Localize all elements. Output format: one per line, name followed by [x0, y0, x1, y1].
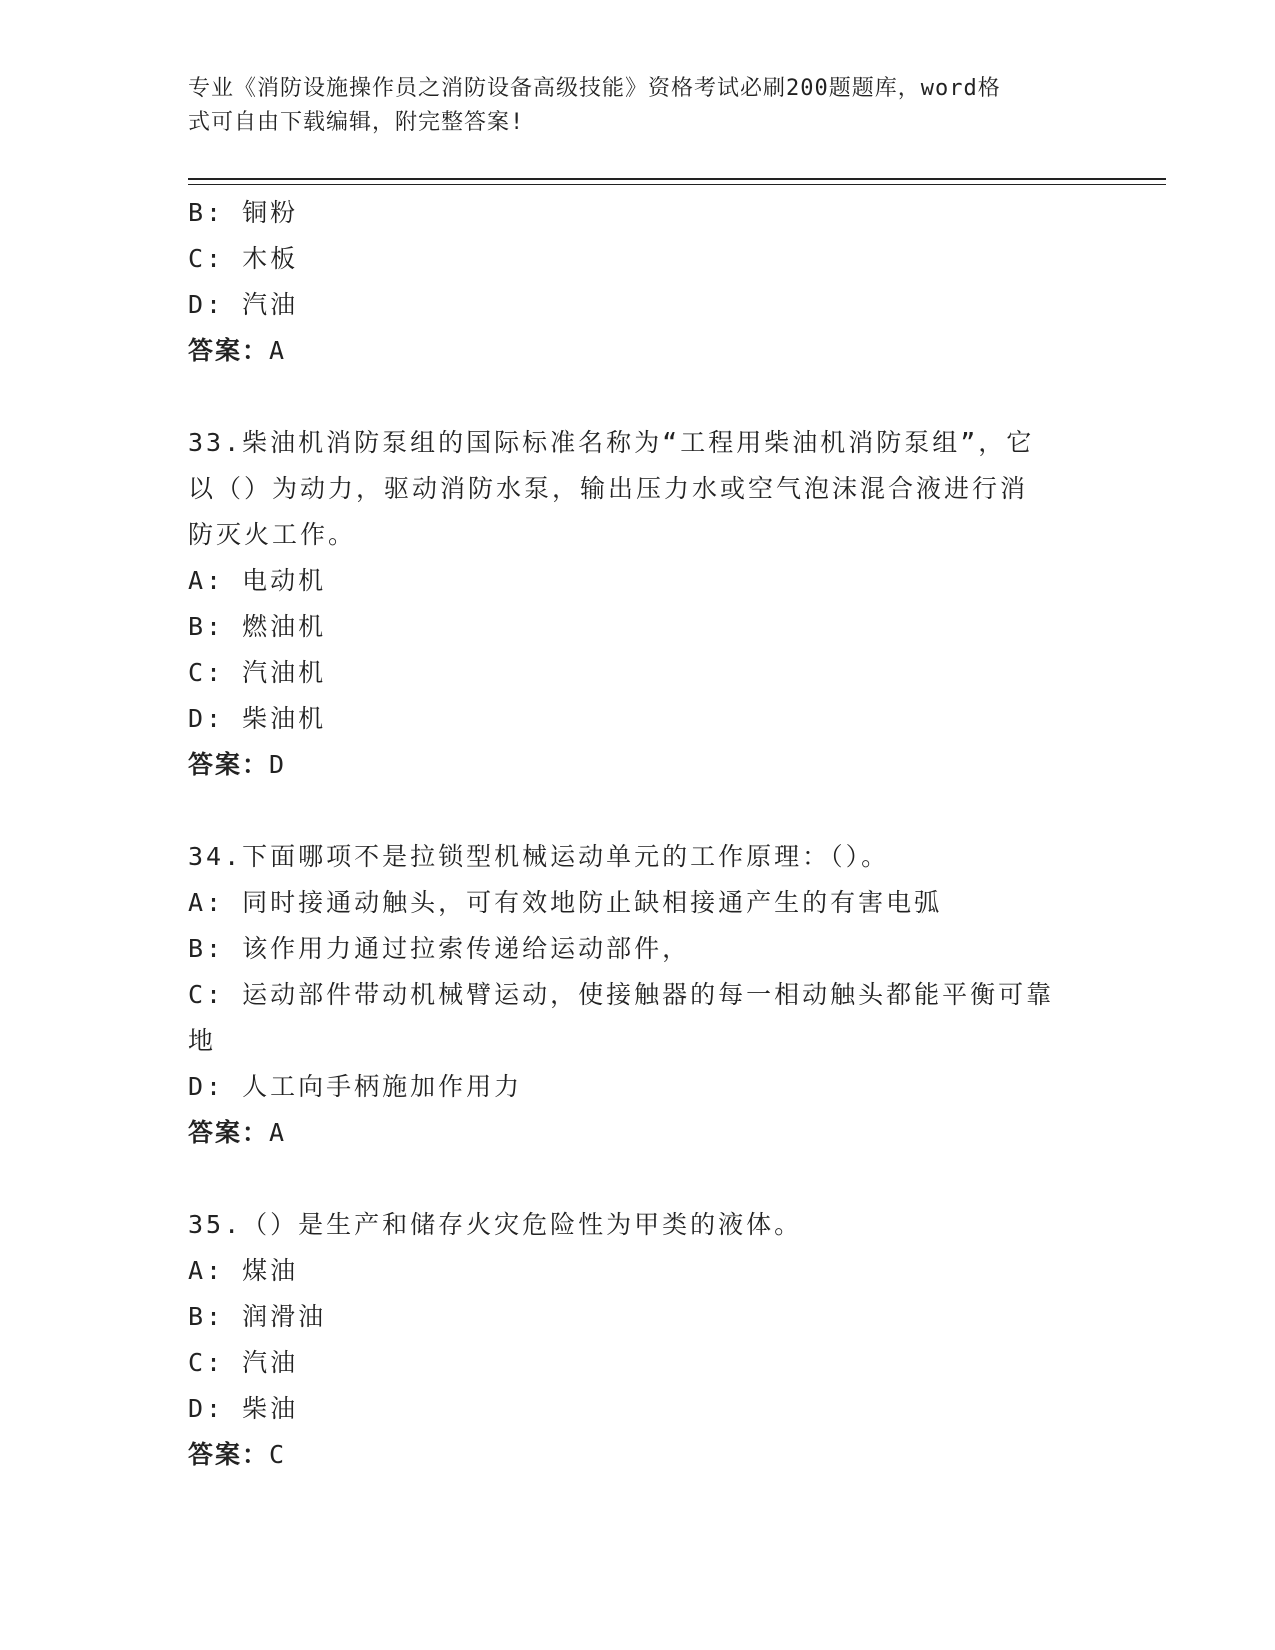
header-line-1: 专业《消防设施操作员之消防设备高级技能》资格考试必刷200题题库，word格 — [188, 76, 1001, 101]
option-d: D: 柴油 — [188, 1394, 299, 1423]
option-b: B: 该作用力通过拉索传递给运动部件， — [188, 934, 691, 963]
option-b: B: 铜粉 — [188, 198, 299, 227]
question-32-continued — [188, 190, 1088, 374]
question-33 — [188, 420, 1088, 788]
answer-line — [188, 1432, 1088, 1478]
option-a: A: 煤油 — [188, 1256, 299, 1285]
question-spacer — [188, 1156, 1088, 1202]
option-c: C: 汽油机 — [188, 658, 327, 687]
option-d: D: 柴油机 — [188, 704, 327, 733]
answer-label: 答案： — [188, 750, 270, 779]
answer-line — [188, 328, 1088, 374]
question-34 — [188, 834, 1088, 1156]
header-divider-thin — [188, 184, 1166, 185]
question-stem-line: 防灭火工作。 — [188, 520, 357, 549]
answer-value: C — [269, 1440, 287, 1469]
answer-line — [188, 1110, 1088, 1156]
question-spacer — [188, 374, 1088, 420]
option-c: C: 汽油 — [188, 1348, 299, 1377]
option-c: C: 运动部件带动机械臂运动，使接触器的每一相动触头都能平衡可靠 — [188, 980, 1055, 1009]
document-header — [188, 72, 1068, 140]
answer-value: A — [269, 1118, 287, 1147]
answer-line — [188, 742, 1088, 788]
option-b: B: 燃油机 — [188, 612, 327, 641]
answer-label: 答案： — [188, 1118, 270, 1147]
header-divider-thick — [188, 178, 1166, 180]
answer-label: 答案： — [188, 336, 270, 365]
question-stem-line: 35.（）是生产和储存火灾危险性为甲类的液体。 — [188, 1210, 803, 1239]
question-spacer — [188, 788, 1088, 834]
question-stem-line: 以（）为动力，驱动消防水泵，输出压力水或空气泡沫混合液进行消 — [188, 474, 1029, 503]
question-stem-line: 33.柴油机消防泵组的国际标准名称为“工程用柴油机消防泵组”，它 — [188, 428, 1035, 457]
answer-label: 答案： — [188, 1440, 270, 1469]
option-b: B: 润滑油 — [188, 1302, 327, 1331]
option-c: C: 木板 — [188, 244, 299, 273]
option-d: D: 汽油 — [188, 290, 299, 319]
question-stem-line: 34.下面哪项不是拉锁型机械运动单元的工作原理：（）。 — [188, 842, 890, 871]
option-c-continued: 地 — [188, 1026, 217, 1055]
answer-value: A — [269, 336, 287, 365]
header-line-2: 式可自由下载编辑，附完整答案! — [188, 110, 525, 135]
option-a: A: 电动机 — [188, 566, 327, 595]
answer-value: D — [269, 750, 287, 779]
option-d: D: 人工向手柄施加作用力 — [188, 1072, 523, 1101]
question-list — [188, 190, 1088, 1478]
question-35 — [188, 1202, 1088, 1478]
option-a: A: 同时接通动触头，可有效地防止缺相接通产生的有害电弧 — [188, 888, 943, 917]
